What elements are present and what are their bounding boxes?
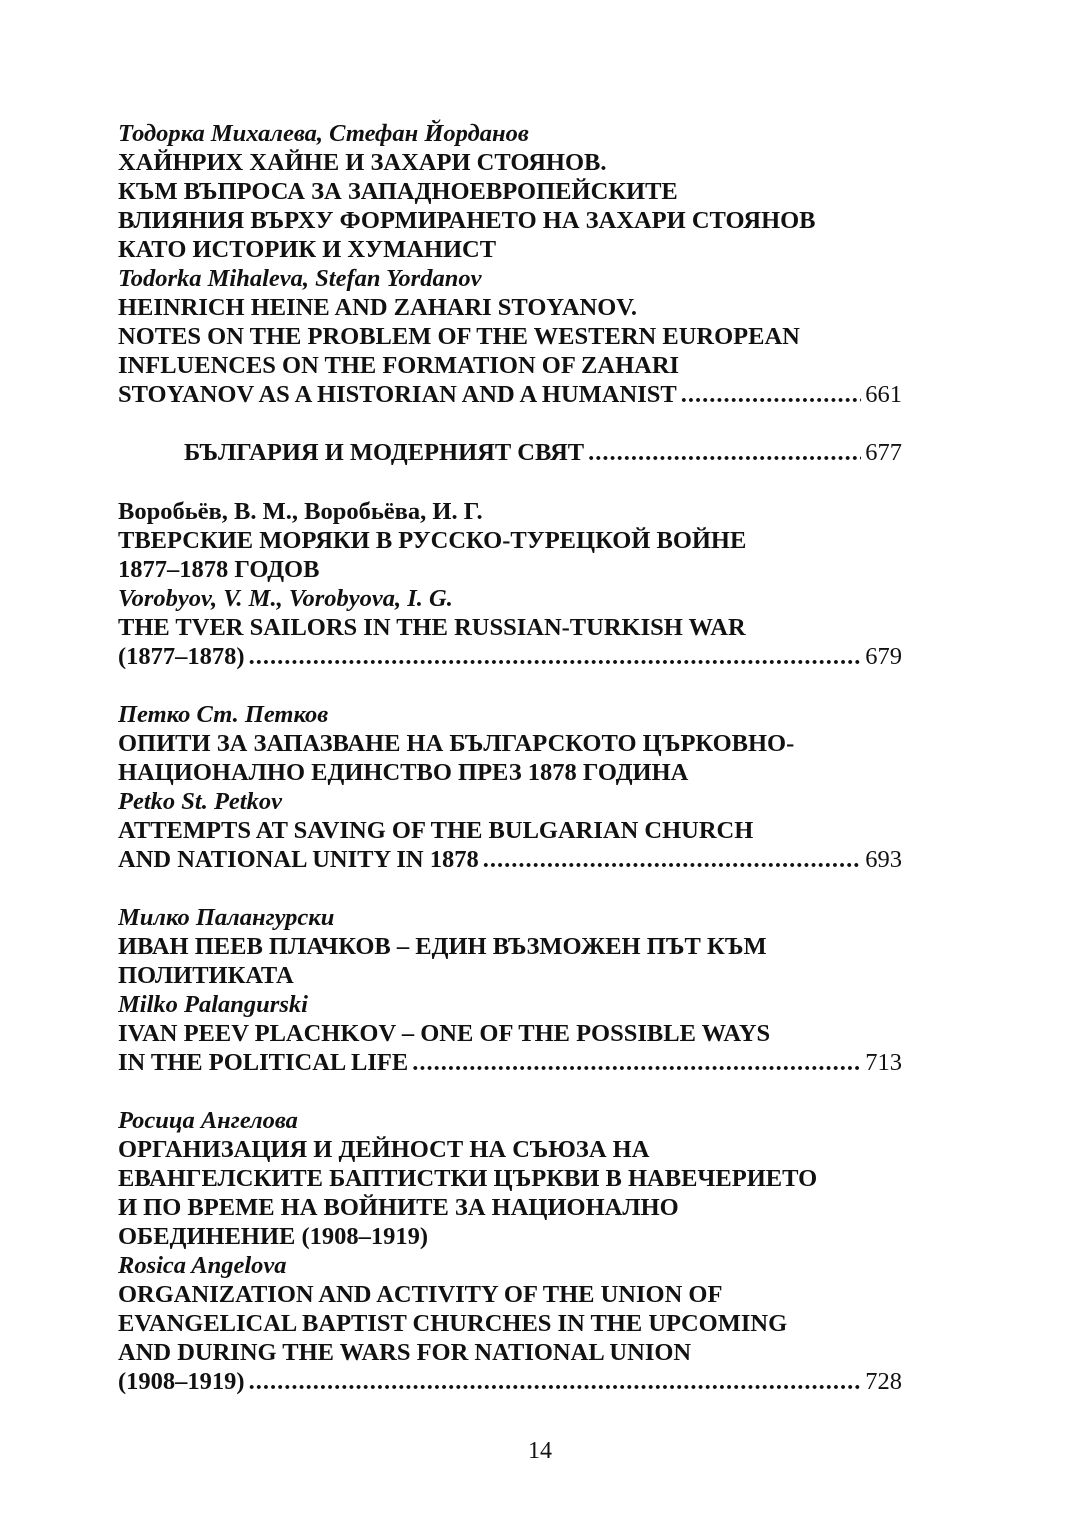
- author-bg: Петко Ст. Петков: [118, 701, 329, 728]
- title-bg-line: 1877–1878 ГОДОВ: [118, 556, 320, 583]
- dot-leader: [681, 380, 862, 409]
- section-line-with-page[interactable]: [118, 438, 902, 467]
- title-en-last-line: STOYANOV AS A HISTORIAN AND A HUMANIST: [118, 381, 677, 408]
- title-bg-line: ХАЙНРИХ ХАЙНЕ И ЗАХАРИ СТОЯНОВ.: [118, 149, 607, 176]
- title-en-line: NOTES ON THE PROBLEM OF THE WESTERN EUROPEAN: [118, 323, 800, 350]
- title-bg-line: КАТО ИСТОРИК И ХУМАНИСТ: [118, 236, 497, 263]
- title-en-line: ORGANIZATION AND ACTIVITY OF THE UNION OF: [118, 1281, 723, 1308]
- author-en: Rosica Angelova: [118, 1252, 287, 1279]
- title-en-line: ATTEMPTS AT SAVING OF THE BULGARIAN CHURCH: [118, 817, 754, 844]
- title-bg-line: ОРГАНИЗАЦИЯ И ДЕЙНОСТ НА СЪЮЗА НА: [118, 1136, 650, 1163]
- title-bg-line: ОПИТИ ЗА ЗАПАЗВАНЕ НА БЪЛГАРСКОТО ЦЪРКОВНО-: [118, 730, 795, 757]
- author-en: Milko Palangurski: [118, 991, 308, 1018]
- title-bg-line: И ПО ВРЕМЕ НА ВОЙНИТЕ ЗА НАЦИОНАЛНО: [118, 1194, 679, 1221]
- author-bg: Воробьёв, В. М., Воробьёва, И. Г.: [118, 498, 483, 525]
- title-en-line: INFLUENCES ON THE FORMATION OF ZAHARI: [118, 352, 680, 379]
- toc-line-with-page[interactable]: [118, 642, 902, 671]
- page-reference: 661: [865, 381, 902, 408]
- dot-leader: [483, 845, 862, 874]
- author-bg: Милко Палангурски: [118, 904, 335, 931]
- dot-leader: [249, 1367, 862, 1396]
- toc-entry: [118, 1106, 902, 1396]
- toc-line-with-page[interactable]: [118, 1367, 902, 1396]
- author-bg: Тодорка Михалева, Стефан Йорданов: [118, 120, 529, 147]
- page-reference: 677: [865, 439, 902, 466]
- author-en: Todorka Mihaleva, Stefan Yordanov: [118, 265, 482, 292]
- title-bg-line: ТВЕРСКИЕ МОРЯКИ В РУССКО-ТУРЕЦКОЙ ВОЙНЕ: [118, 527, 747, 554]
- page-reference: 679: [865, 643, 902, 670]
- toc-entry: [118, 497, 902, 671]
- title-en-last-line: AND NATIONAL UNITY IN 1878: [118, 846, 479, 873]
- author-en: Petko St. Petkov: [118, 788, 282, 815]
- page-reference: 728: [865, 1368, 902, 1395]
- section-entry: [118, 438, 902, 467]
- toc-line-with-page[interactable]: [118, 380, 902, 409]
- dot-leader: [412, 1048, 861, 1077]
- toc-entry: [118, 700, 902, 874]
- title-en-line: THE TVER SAILORS IN THE RUSSIAN-TURKISH WAR: [118, 614, 746, 641]
- author-en: Vorobyov, V. M., Vorobyova, I. G.: [118, 585, 453, 612]
- title-en-line: AND DURING THE WARS FOR NATIONAL UNION: [118, 1339, 692, 1366]
- title-bg-line: ОБЕДИНЕНИЕ (1908–1919): [118, 1223, 429, 1250]
- title-bg-line: ВЛИЯНИЯ ВЪРХУ ФОРМИРАНЕТО НА ЗАХАРИ СТОЯНОВ: [118, 207, 816, 234]
- title-en-last-line: (1908–1919): [118, 1368, 245, 1395]
- toc-entry: [118, 119, 902, 409]
- title-bg-line: НАЦИОНАЛНО ЕДИНСТВО ПРЕЗ 1878 ГОДИНА: [118, 759, 689, 786]
- title-bg-line: КЪМ ВЪПРОСА ЗА ЗАПАДНОЕВРОПЕЙСКИТЕ: [118, 178, 678, 205]
- title-en-last-line: (1877–1878): [118, 643, 245, 670]
- author-bg: Росица Ангелова: [118, 1107, 298, 1134]
- page-reference: 713: [865, 1049, 902, 1076]
- title-bg-line: ПОЛИТИКАТА: [118, 962, 294, 989]
- title-bg-line: ИВАН ПЕЕВ ПЛАЧКОВ – ЕДИН ВЪЗМОЖЕН ПЪТ КЪМ: [118, 933, 767, 960]
- page-number: 14: [528, 1438, 552, 1464]
- toc-line-with-page[interactable]: [118, 845, 902, 874]
- page-reference: 693: [865, 846, 902, 873]
- dot-leader: [588, 438, 861, 467]
- section-title: БЪЛГАРИЯ И МОДЕРНИЯТ СВЯТ: [184, 439, 585, 466]
- toc-entry: [118, 903, 902, 1077]
- table-of-contents: [118, 119, 902, 1425]
- toc-line-with-page[interactable]: [118, 1048, 902, 1077]
- title-en-line: HEINRICH HEINE AND ZAHARI STOYANOV.: [118, 294, 637, 321]
- dot-leader: [249, 642, 862, 671]
- title-en-line: EVANGELICAL BAPTIST CHURCHES IN THE UPCOMING: [118, 1310, 788, 1337]
- title-en-line: IVAN PEEV PLACHKOV – ONE OF THE POSSIBLE WAYS: [118, 1020, 771, 1047]
- title-en-last-line: IN THE POLITICAL LIFE: [118, 1049, 409, 1076]
- title-bg-line: ЕВАНГЕЛСКИТЕ БАПТИСТКИ ЦЪРКВИ В НАВЕЧЕРИЕТО: [118, 1165, 818, 1192]
